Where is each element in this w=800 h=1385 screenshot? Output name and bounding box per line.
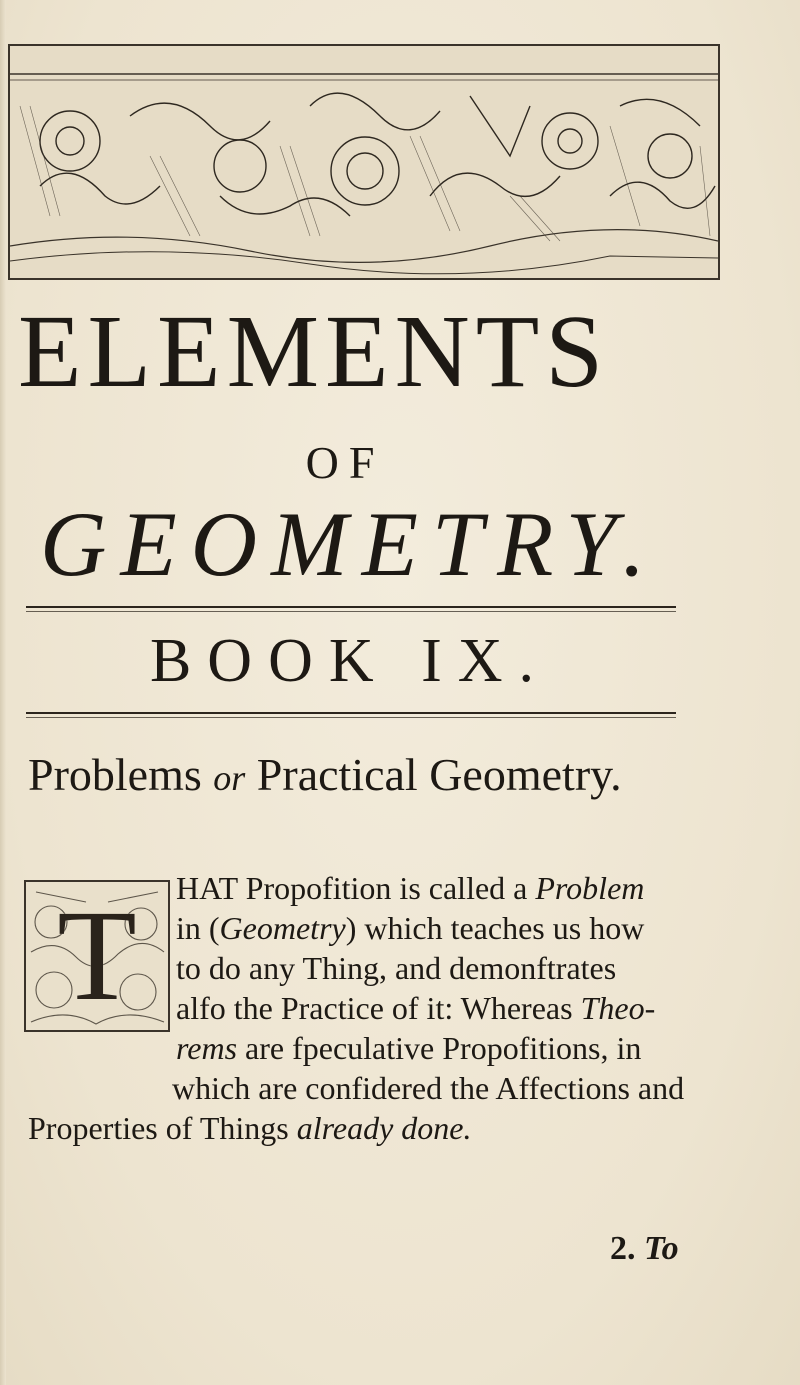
rule-bottom-thin [26,717,676,718]
body-text-run: Problem [535,870,645,906]
rule-top-thin [26,611,676,612]
section-subtitle [28,749,788,800]
body-text-run: rems [176,1030,238,1066]
body-text-run: Geometry [219,910,346,946]
title-geometry: GEOMETRY. [40,493,660,595]
body-text-run: in ( [176,910,220,946]
body-line [28,868,718,908]
body-line [28,908,718,948]
body-text-run: to do any Thing, and demonftrates [176,950,617,986]
title-elements: ELEMENTS [18,294,610,409]
body-text-run: already done. [296,1110,472,1146]
subtitle-part2: Practical Geometry. [256,749,622,800]
catchword [610,1232,679,1266]
body-text-run: HAT Propofition is called a [176,870,536,906]
body-text-run: Properties of Things [28,1110,297,1146]
subtitle-or: or [213,758,246,798]
body-line [28,1068,718,1108]
body-line [28,948,718,988]
ornament-headpiece-icon [8,44,720,280]
body-paragraph [28,868,718,1148]
catchword-word: To [644,1230,679,1267]
body-text-run: which are confidered the Affections and [172,1070,685,1106]
rule-bottom [26,712,676,714]
catchword-number: 2. [610,1230,636,1267]
subtitle-part1: Problems [28,749,202,800]
initial-letter: T [57,884,137,1028]
body-text-run: alfo the Practice of it: Whereas [176,990,581,1026]
rule-top [26,606,676,608]
body-text-run: are fpeculative Propofitions, in [237,1030,642,1066]
body-text-run: Theo- [580,990,656,1026]
body-text-run: ) which teaches us how [345,910,645,946]
body-line [28,1028,718,1068]
book-number: BOOK IX. [149,627,551,695]
title-of: OF [305,437,385,488]
page-gutter [0,0,6,1385]
body-line [28,988,718,1028]
body-line [28,1108,718,1148]
